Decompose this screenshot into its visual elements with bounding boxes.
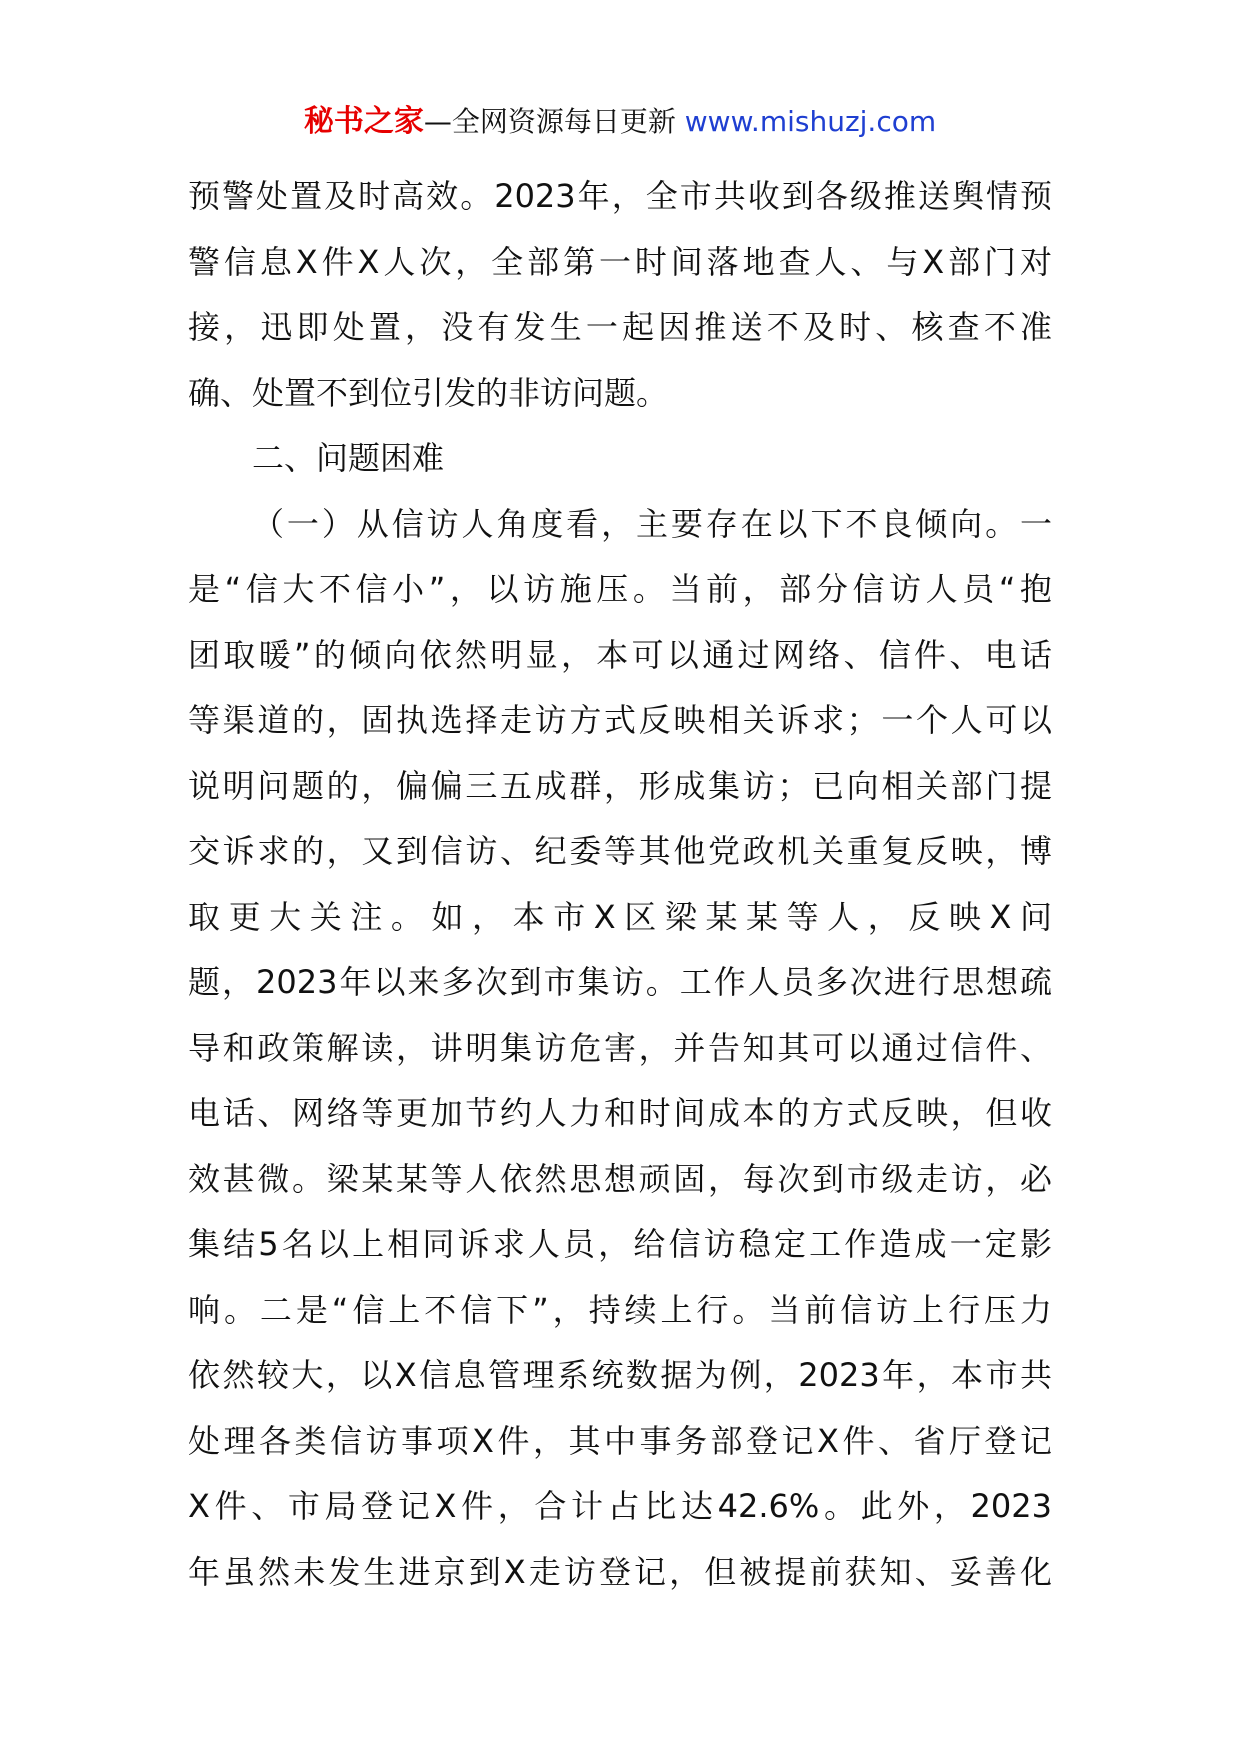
site-url-link[interactable]: www.mishuzj.com <box>684 105 937 138</box>
site-brand: 秘书之家 <box>303 104 424 139</box>
text-line: X件、市局登记X件，合计占比达42.6%。此外，2023 <box>188 1487 1052 1525</box>
text-line: 年虽然未发生进京到X走访登记，但被提前获知、妥善化 <box>188 1552 1052 1591</box>
text-line: 确、处置不到位引发的非访问题。 <box>188 373 669 412</box>
text-line: 处理各类信访事项X件，其中事务部登记X件、省厅登记 <box>188 1421 1052 1460</box>
text-line: 集结5名以上相同诉求人员，给信访稳定工作造成一定影 <box>188 1225 1052 1263</box>
text-line: 导和政策解读，讲明集访危害，并告知其可以通过信件、 <box>188 1028 1052 1067</box>
text-line: 取更大关注。如，本市X区梁某某等人，反映X问 <box>188 897 1052 936</box>
text-line: 效甚微。梁某某等人依然思想顽固，每次到市级走访，必 <box>188 1159 1052 1198</box>
section-heading: 二、问题困难 <box>252 439 445 477</box>
text-line: 接，迅即处置，没有发生一起因推送不及时、核查不准 <box>188 308 1052 346</box>
site-tagline: —全网资源每日更新 <box>423 105 676 138</box>
text-line: （一）从信访人角度看，主要存在以下不良倾向。一 <box>252 504 1052 543</box>
text-line: 依然较大，以X信息管理系统数据为例，2023年，本市共 <box>188 1356 1052 1394</box>
text-line: 题，2023年以来多次到市集访。工作人员多次进行思想疏 <box>188 963 1052 1001</box>
text-line: 响。二是“信上不信下”，持续上行。当前信访上行压力 <box>188 1290 1052 1329</box>
text-line: 说明问题的，偏偏三五成群，形成集访；已向相关部门提 <box>188 766 1052 805</box>
text-line: 警信息X件X人次，全部第一时间落地查人、与X部门对 <box>188 242 1052 281</box>
text-line: 等渠道的，固执选择走访方式反映相关诉求；一个人可以 <box>188 701 1052 739</box>
site-header <box>0 100 1240 144</box>
text-line: 是“信大不信小”，以访施压。当前，部分信访人员“抱 <box>188 570 1052 608</box>
text-line: 预警处置及时高效。2023年，全市共收到各级推送舆情预 <box>188 177 1052 215</box>
text-line: 团取暖”的倾向依然明显，本可以通过网络、信件、电话 <box>188 635 1052 674</box>
document-body <box>188 164 1052 1605</box>
text-line: 电话、网络等更加节约人力和时间成本的方式反映，但收 <box>188 1094 1052 1132</box>
text-line: 交诉求的，又到信访、纪委等其他党政机关重复反映，博 <box>188 832 1052 870</box>
